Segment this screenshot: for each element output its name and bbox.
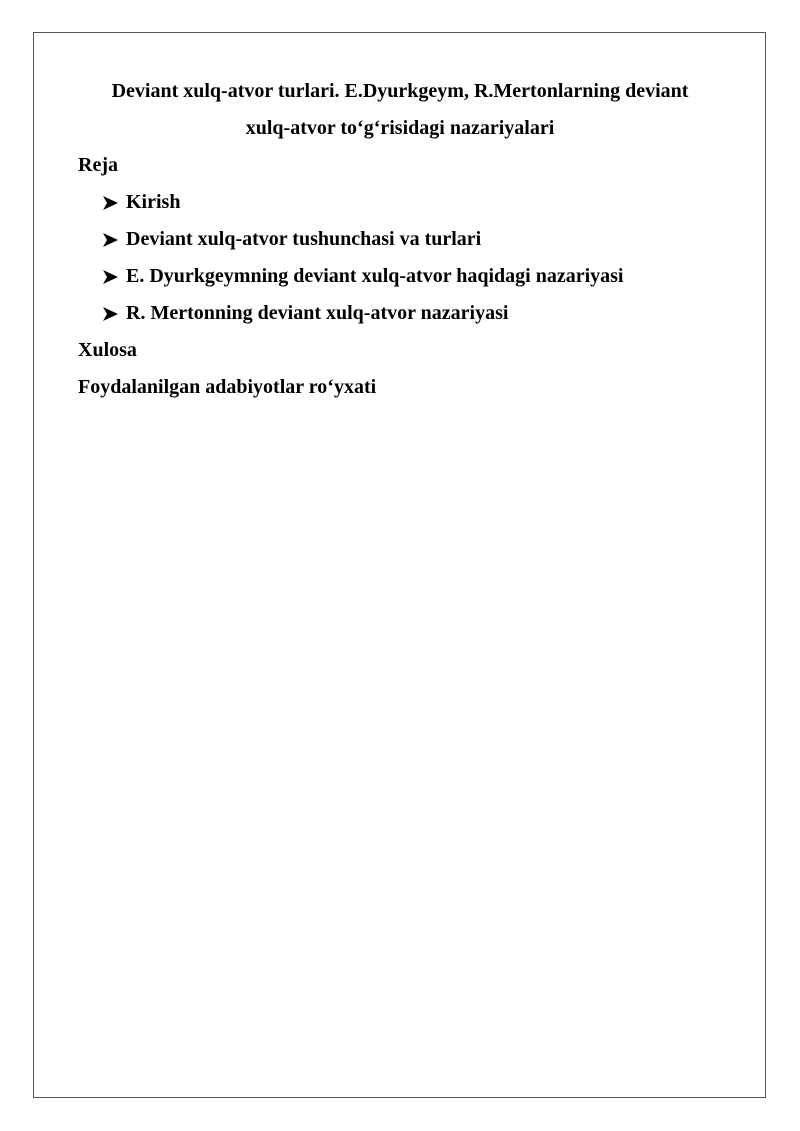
references-heading: Foydalanilgan adabiyotlar ro‘yxati: [78, 376, 377, 398]
plan-item-label: Kirish: [126, 191, 181, 213]
plan-item-label: Deviant xulq-atvor tushunchasi va turlari: [126, 228, 482, 250]
document-title: [78, 73, 722, 147]
plan-heading: Reja: [78, 154, 118, 176]
title-line-2: xulq-atvor to‘g‘risidagi nazariyalari: [245, 117, 555, 139]
document-page: [33, 32, 766, 1098]
conclusion-heading: Xulosa: [78, 339, 137, 361]
arrowhead-bullet-icon: [102, 232, 119, 248]
arrowhead-bullet-icon: [102, 306, 119, 322]
plan-item-concept: [102, 221, 722, 258]
plan-item-label: E. Dyurkgeymning deviant xulq-atvor haqidagi nazariyasi: [126, 265, 624, 287]
plan-item-label: R. Mertonning deviant xulq-atvor nazariyasi: [126, 302, 509, 324]
document-content: [78, 73, 722, 406]
arrowhead-bullet-icon: [102, 195, 119, 211]
plan-item-kirish: [102, 184, 722, 221]
plan-item-durkheim: [102, 258, 722, 295]
plan-item-merton: [102, 295, 722, 332]
arrowhead-bullet-icon: [102, 269, 119, 285]
title-line-1: Deviant xulq-atvor turlari. E.Dyurkgeym, R.Mertonlarning deviant: [111, 80, 689, 102]
plan-list: [78, 184, 722, 332]
